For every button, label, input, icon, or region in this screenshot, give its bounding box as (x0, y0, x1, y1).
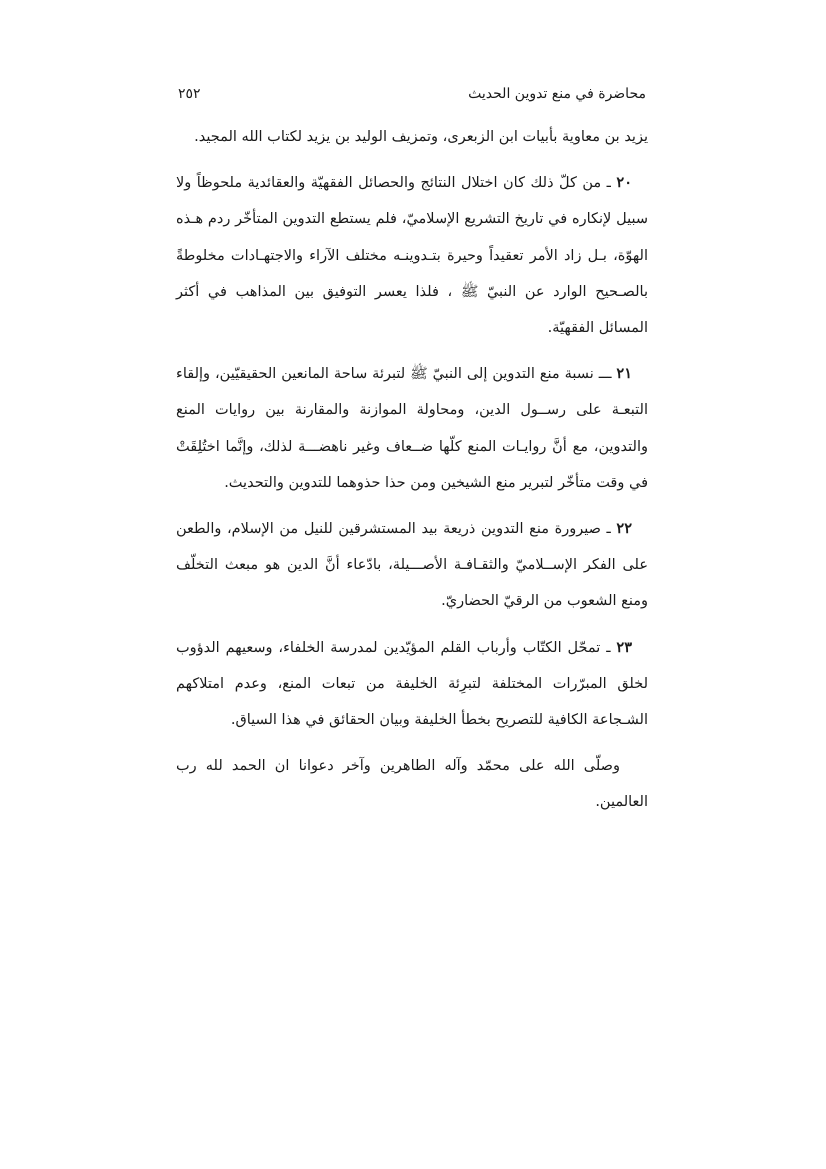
paragraph-text: ـ تمحّل الكتّاب وأرباب القلم المؤيّدين لمدرسة الخلفاء، وسعيهم الدؤوب لخلق المبرّرات المختلفة لتبرِئة الخليفة من تبعات المنع، وعدم امتلاكهم الشـجاعة الكافية للتصريح بخطأ الخليفة وبيان الحقائق في هذا السياق. (176, 639, 648, 729)
paragraph-20 (176, 165, 648, 346)
paragraph-number: ٢١ (616, 365, 632, 383)
paragraph-text: ـ من كلّ ذلك كان اختلال النتائج والحصائل الفقهيّة والعقائدية ملحوظاً ولا سبيل لإنكاره في تاريخ التشريع الإسلاميّ، فلم يستطع التدوين المتأخّر ردم هـذه الهوّة، بـل زاد الأمر تعقيداً وحيرة بتـدوينـه مختلف الآراء والاجتهـادات مخلوطةً بالصـحيح الوارد عن النبيّ ﷺ ، فلذا يعسر التوفيق بين المذاهب في أكثر المسائل الفقهيّة. (176, 175, 648, 337)
paragraph-text: ـــ نسبة منع التدوين إلى النبيّ ﷺ لتبرئة ساحة المانعين الحقيقيّين، وإلقاء التبعـة على رســول الدين، ومحاولة الموازنة والمقارنة بين روايات المنع والتدوين، مع أنَّ روايـات المنع كلّها ضــعاف وغير ناهضـــة لذلك، وإنَّما اختُلِقَتْ في وقت متأخّر لتبرير منع الشيخين ومن حذا حذوهما للتدوين والتحديث. (176, 366, 648, 491)
paragraph-continuation (176, 119, 648, 155)
paragraph-text: ـ صيرورة منع التدوين ذريعة بيد المستشرقين للنيل من الإسلام، والطعن على الفكر الإســلاميّ والثقـافـة الأصـــيلة، بادّعاء أنَّ الدين هو مبعث التخلّف ومنع الشعوب من الرقيّ الحضاريّ. (176, 521, 648, 610)
running-header (178, 80, 646, 108)
paragraph-22 (176, 511, 648, 620)
paragraph-number: ٢٠ (616, 174, 632, 192)
paragraph-23 (176, 630, 648, 739)
paragraph-number: ٢٣ (616, 638, 632, 656)
header-title: محاضرة في منع تدوين الحديث (468, 86, 646, 102)
paragraph-number: ٢٢ (616, 520, 632, 538)
body-text (176, 119, 648, 831)
paragraph-21 (176, 356, 648, 501)
paragraph-text: يزيد بن معاوية بأبيات ابن الزبعرى، وتمزيف الوليد بن يزيد لكتاب الله المجيد. (194, 129, 648, 145)
closing-prayer: وصلّى الله على محمّد وآله الطاهرين وآخر دعوانا ان الحمد لله رب العالمين. (176, 758, 648, 811)
page-number: ٢٥٢ (178, 86, 201, 102)
